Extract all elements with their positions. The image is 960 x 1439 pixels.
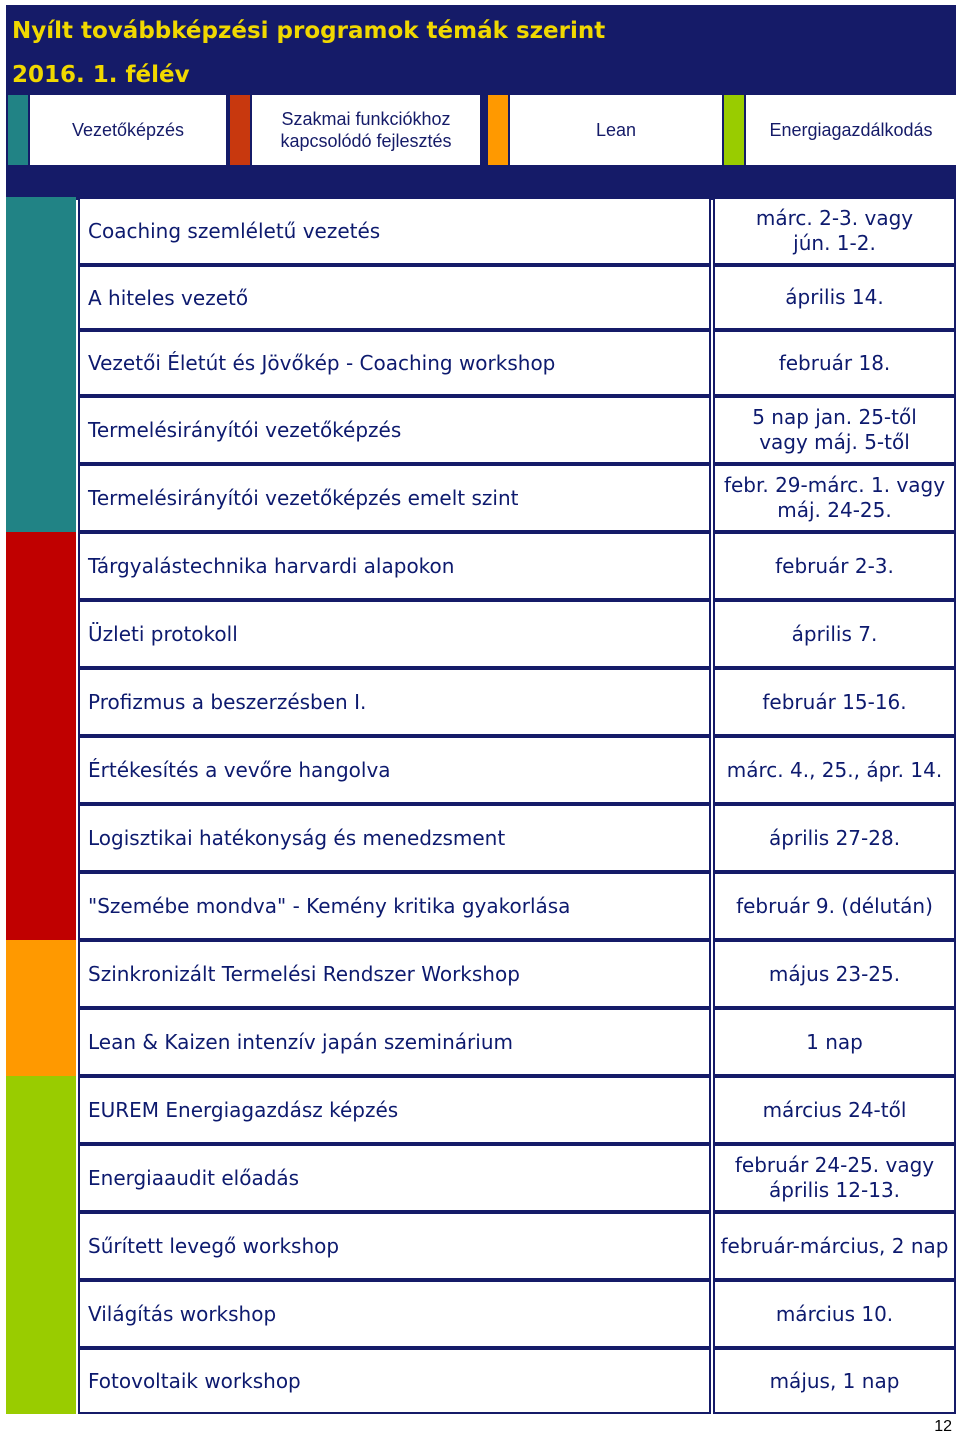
category-swatch bbox=[6, 265, 76, 330]
table-row bbox=[6, 940, 956, 1008]
table-row bbox=[6, 1280, 956, 1348]
category-swatch bbox=[6, 396, 76, 464]
category-swatch bbox=[6, 736, 76, 804]
table-row bbox=[6, 265, 956, 330]
course-name: Üzleti protokoll bbox=[78, 600, 711, 668]
table-row bbox=[6, 1212, 956, 1280]
course-name: Sűrített levegő workshop bbox=[78, 1212, 711, 1280]
table-row bbox=[6, 736, 956, 804]
course-date: február 2-3. bbox=[713, 532, 956, 600]
table-row bbox=[6, 1348, 956, 1414]
course-name: Lean & Kaizen intenzív japán szeminárium bbox=[78, 1008, 711, 1076]
category-swatch bbox=[6, 804, 76, 872]
course-date: április 14. bbox=[713, 265, 956, 330]
page-subtitle: 2016. 1. félév bbox=[12, 62, 190, 88]
table-row bbox=[6, 464, 956, 532]
page-title: Nyílt továbbképzési programok témák szerint bbox=[12, 18, 606, 44]
category-swatch bbox=[6, 872, 76, 940]
course-date: március 10. bbox=[713, 1280, 956, 1348]
course-date: május, 1 nap bbox=[713, 1348, 956, 1414]
course-name: Termelésirányítói vezetőképzés emelt szint bbox=[78, 464, 711, 532]
category-swatch bbox=[6, 330, 76, 396]
course-date: február-március, 2 nap bbox=[713, 1212, 956, 1280]
legend-swatch-szakmai bbox=[230, 95, 250, 165]
legend-label-lean: Lean bbox=[510, 95, 722, 165]
course-date: február 18. bbox=[713, 330, 956, 396]
course-name: Logisztikai hatékonyság és menedzsment bbox=[78, 804, 711, 872]
course-name: Termelésirányítói vezetőképzés bbox=[78, 396, 711, 464]
course-name: "Szemébe mondva" - Kemény kritika gyakorlása bbox=[78, 872, 711, 940]
course-name: EUREM Energiagazdász képzés bbox=[78, 1076, 711, 1144]
course-date: 1 nap bbox=[713, 1008, 956, 1076]
course-date: márc. 2-3. vagy jún. 1-2. bbox=[713, 197, 956, 265]
legend-swatch-energia bbox=[724, 95, 744, 165]
legend-swatch-lean bbox=[488, 95, 508, 165]
category-swatch bbox=[6, 600, 76, 668]
legend-label-szakmai: Szakmai funkciókhoz kapcsolódó fejlesztés bbox=[252, 95, 480, 165]
legend-label-vezetokepzes: Vezetőképzés bbox=[30, 95, 226, 165]
course-name: Világítás workshop bbox=[78, 1280, 711, 1348]
course-name: Szinkronizált Termelési Rendszer Workshop bbox=[78, 940, 711, 1008]
course-name: Vezetői Életút és Jövőkép - Coaching workshop bbox=[78, 330, 711, 396]
course-date: április 27-28. bbox=[713, 804, 956, 872]
category-swatch bbox=[6, 940, 76, 1008]
table-row bbox=[6, 600, 956, 668]
course-date: február 24-25. vagy április 12-13. bbox=[713, 1144, 956, 1212]
course-date: 5 nap jan. 25-től vagy máj. 5-től bbox=[713, 396, 956, 464]
page-number: 12 bbox=[934, 1418, 952, 1435]
course-date: május 23-25. bbox=[713, 940, 956, 1008]
table-row bbox=[6, 804, 956, 872]
course-name: Energiaaudit előadás bbox=[78, 1144, 711, 1212]
table-row bbox=[6, 1144, 956, 1212]
course-date: február 9. (délután) bbox=[713, 872, 956, 940]
table-row bbox=[6, 330, 956, 396]
course-name: Értékesítés a vevőre hangolva bbox=[78, 736, 711, 804]
table-row bbox=[6, 1008, 956, 1076]
course-date: április 7. bbox=[713, 600, 956, 668]
course-name: Fotovoltaik workshop bbox=[78, 1348, 711, 1414]
category-swatch bbox=[6, 1348, 76, 1414]
category-swatch bbox=[6, 1280, 76, 1348]
category-swatch bbox=[6, 1212, 76, 1280]
category-swatch bbox=[6, 464, 76, 532]
category-swatch bbox=[6, 197, 76, 265]
table-row bbox=[6, 1076, 956, 1144]
table-row bbox=[6, 396, 956, 464]
course-date: márc. 4., 25., ápr. 14. bbox=[713, 736, 956, 804]
course-name: Tárgyalástechnika harvardi alapokon bbox=[78, 532, 711, 600]
table-row bbox=[6, 197, 956, 265]
course-date: febr. 29-márc. 1. vagy máj. 24-25. bbox=[713, 464, 956, 532]
category-swatch bbox=[6, 1076, 76, 1144]
category-swatch bbox=[6, 1144, 76, 1212]
legend-swatch-vezetokepzes bbox=[8, 95, 28, 165]
table-row bbox=[6, 532, 956, 600]
course-date: február 15-16. bbox=[713, 668, 956, 736]
legend-label-energia: Energiagazdálkodás bbox=[746, 95, 956, 165]
category-swatch bbox=[6, 532, 76, 600]
category-swatch bbox=[6, 1008, 76, 1076]
course-date: március 24-től bbox=[713, 1076, 956, 1144]
course-name: A hiteles vezető bbox=[78, 265, 711, 330]
category-swatch bbox=[6, 668, 76, 736]
course-name: Profizmus a beszerzésben I. bbox=[78, 668, 711, 736]
table-row bbox=[6, 872, 956, 940]
course-name: Coaching szemléletű vezetés bbox=[78, 197, 711, 265]
table-row bbox=[6, 668, 956, 736]
